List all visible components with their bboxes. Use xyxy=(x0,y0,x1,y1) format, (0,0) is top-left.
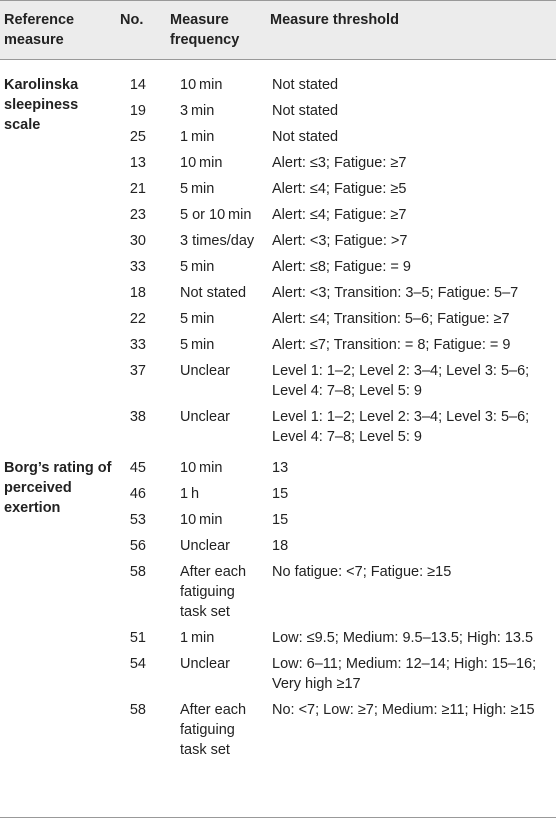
measure-frequency-cell: 1 min xyxy=(180,129,215,145)
measure-frequency-cell: 1 h xyxy=(180,486,200,502)
measure-frequency-cell: 3 times/day xyxy=(180,233,255,249)
row-number-cell: 54 xyxy=(129,656,146,672)
measure-threshold-cell: Low: 6–11; Medium: 12–14; High: 15–16; Very high ≥17 xyxy=(272,656,537,692)
measure-frequency-cell: After each fatiguing task set xyxy=(180,702,247,758)
measure-threshold-cell: Low: ≤9.5; Medium: 9.5–13.5; High: 13.5 xyxy=(272,630,534,646)
row-number-cell: 23 xyxy=(129,207,146,223)
header-reference-measure: Reference measure xyxy=(4,12,75,48)
row-number-cell: 37 xyxy=(129,363,146,379)
measure-frequency-cell: After each fatiguing task set xyxy=(180,564,247,620)
header-measure-threshold: Measure threshold xyxy=(270,12,399,28)
header-no: No. xyxy=(120,12,144,28)
row-number-cell: 14 xyxy=(129,77,146,93)
table-row xyxy=(0,60,556,99)
measure-frequency-cell: 5 or 10 min xyxy=(180,207,252,223)
measure-threshold-cell: Alert: ≤3; Fatigue: ≥7 xyxy=(272,155,407,171)
measure-frequency-cell: 3 min xyxy=(180,103,215,119)
measure-frequency-cell: 10 min xyxy=(180,77,223,93)
table-body xyxy=(0,60,556,764)
row-number-cell: 51 xyxy=(129,630,146,646)
row-number-cell: 45 xyxy=(129,460,146,476)
measure-threshold-cell: Level 1: 1–2; Level 2: 3–4; Level 3: 5–6; Level 4: 7–8; Level 5: 9 xyxy=(272,363,530,399)
reference-measure-cell: Borg’s rating of perceived exertion xyxy=(4,460,112,516)
row-number-cell: 53 xyxy=(129,512,146,528)
row-number-cell: 21 xyxy=(129,181,146,197)
row-number-cell: 22 xyxy=(129,311,146,327)
header-measure-frequency: Measure frequency xyxy=(170,12,240,48)
measure-frequency-cell: 10 min xyxy=(180,155,223,171)
measure-threshold-cell: Alert: <3; Transition: 3–5; Fatigue: 5–7 xyxy=(272,285,519,301)
table-row xyxy=(0,450,556,481)
measure-threshold-cell: 15 xyxy=(272,512,289,528)
measure-threshold-cell: Not stated xyxy=(272,77,339,93)
row-number-cell: 33 xyxy=(129,259,146,275)
measure-frequency-cell: Unclear xyxy=(180,538,230,554)
measure-frequency-cell: 5 min xyxy=(180,181,215,197)
measure-threshold-cell: Alert: ≤7; Transition: = 8; Fatigue: = 9 xyxy=(272,337,511,353)
measure-threshold-cell: 18 xyxy=(272,538,289,554)
row-number-cell: 58 xyxy=(129,702,146,718)
measure-threshold-cell: Not stated xyxy=(272,103,339,119)
measure-threshold-cell: Alert: ≤8; Fatigue: = 9 xyxy=(272,259,411,275)
measure-threshold-cell: 13 xyxy=(272,460,289,476)
row-number-cell: 13 xyxy=(129,155,146,171)
table-header xyxy=(0,1,556,60)
measure-threshold-cell: Not stated xyxy=(272,129,339,145)
measure-frequency-cell: 5 min xyxy=(180,337,215,353)
measure-threshold-cell: Level 1: 1–2; Level 2: 3–4; Level 3: 5–6; Level 4: 7–8; Level 5: 9 xyxy=(272,409,530,445)
measure-threshold-cell: Alert: <3; Fatigue: >7 xyxy=(272,233,408,249)
measure-frequency-cell: Unclear xyxy=(180,363,230,379)
row-number-cell: 30 xyxy=(129,233,146,249)
measure-threshold-cell: Alert: ≤4; Fatigue: ≥7 xyxy=(272,207,407,223)
measure-threshold-cell: 15 xyxy=(272,486,289,502)
reference-measure-cell: Karolinska sleepiness scale xyxy=(4,77,79,133)
row-number-cell: 58 xyxy=(129,564,146,580)
measure-threshold-cell: Alert: ≤4; Transition: 5–6; Fatigue: ≥7 xyxy=(272,311,510,327)
row-number-cell: 19 xyxy=(129,103,146,119)
measure-frequency-cell: Not stated xyxy=(180,285,247,301)
measure-frequency-cell: Unclear xyxy=(180,656,230,672)
measure-frequency-cell: 10 min xyxy=(180,460,223,476)
row-number-cell: 38 xyxy=(129,409,146,425)
row-number-cell: 25 xyxy=(129,129,146,145)
bottom-rule xyxy=(0,817,556,818)
row-number-cell: 56 xyxy=(129,538,146,554)
measure-frequency-cell: 1 min xyxy=(180,630,215,646)
measure-frequency-cell: 5 min xyxy=(180,259,215,275)
measure-threshold-cell: No fatigue: <7; Fatigue: ≥15 xyxy=(272,564,452,580)
measure-threshold-cell: Alert: ≤4; Fatigue: ≥5 xyxy=(272,181,407,197)
header-row xyxy=(0,1,556,60)
measure-frequency-cell: 5 min xyxy=(180,311,215,327)
measure-frequency-cell: 10 min xyxy=(180,512,223,528)
row-number-cell: 33 xyxy=(129,337,146,353)
measure-threshold-cell: No: <7; Low: ≥7; Medium: ≥11; High: ≥15 xyxy=(272,702,535,718)
row-number-cell: 18 xyxy=(129,285,146,301)
measure-frequency-cell: Unclear xyxy=(180,409,230,425)
row-number-cell: 46 xyxy=(129,486,146,502)
